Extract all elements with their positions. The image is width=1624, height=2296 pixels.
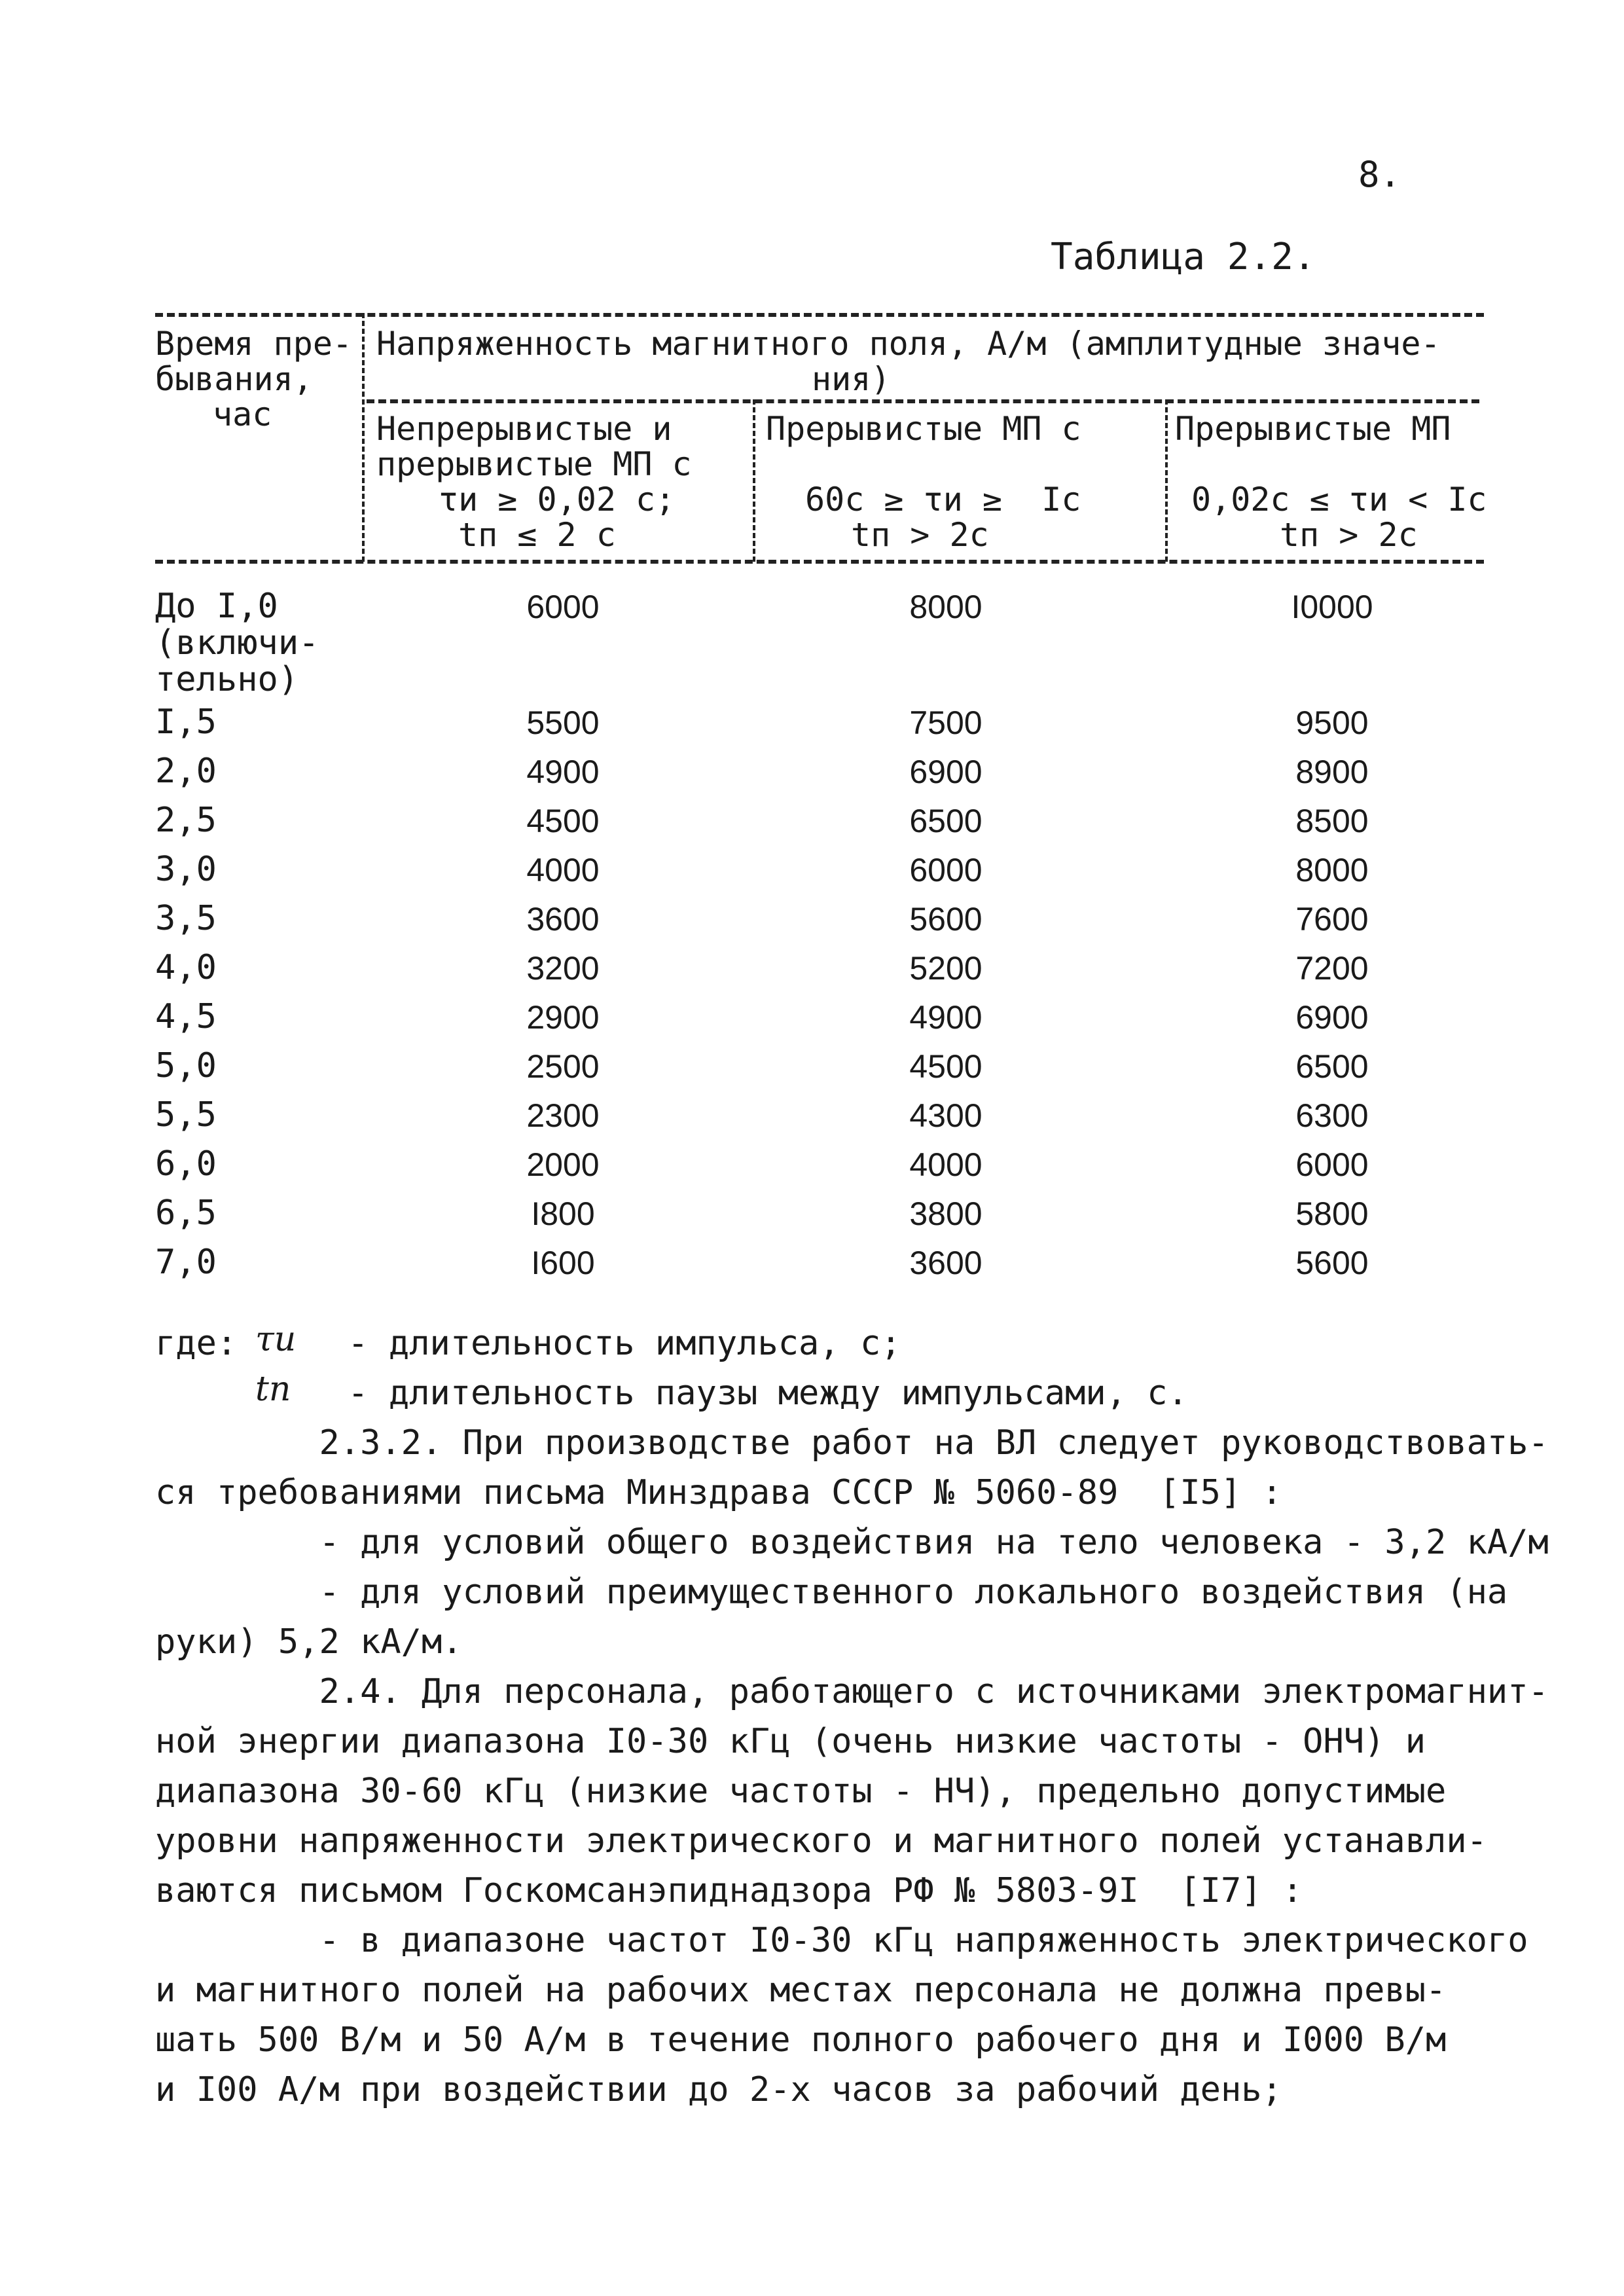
table-cell: 5200: [909, 950, 983, 987]
body-line: ной энергии диапазона I0-30 кГц (очень низкие частоты - ОНЧ) и: [155, 1722, 1426, 1761]
body-line: и I00 А/м при воздействии до 2-х часов за рабочий день;: [155, 2070, 1282, 2109]
table-cell: 2300: [526, 1097, 600, 1134]
notes-where: где:: [155, 1324, 238, 1363]
table-cell: 4500: [526, 803, 600, 839]
table-cell: 6000: [1295, 1146, 1369, 1183]
header-bottom-rule: [155, 560, 1484, 564]
row-time: 2,0: [155, 752, 217, 791]
header-group-line1: Напряженность магнитного поля, А/м (амплитудные значе-: [376, 325, 1441, 363]
header-col3-line1: Прерывистые МП: [1175, 410, 1451, 448]
header-col1-line1: Непрерывистые и: [376, 410, 672, 448]
page-number: 8.: [1358, 154, 1401, 195]
row-time: 5,0: [155, 1046, 217, 1085]
t-symbol: tп: [255, 1370, 291, 1409]
table-cell: 2500: [526, 1048, 600, 1085]
table-cell: 5800: [1295, 1195, 1369, 1232]
header-col2-line3: tп > 2с: [851, 516, 989, 554]
body-line: - в диапазоне частот I0-30 кГц напряженность электрического: [155, 1921, 1528, 1960]
header-time-line2: бывания,: [155, 360, 313, 398]
row-time: 2,5: [155, 801, 217, 840]
header-divider-3: [1165, 399, 1168, 562]
table-top-rule: [155, 313, 1484, 317]
body-line: 2.4. Для персонала, работающего с источниками электромагнит-: [155, 1672, 1549, 1711]
body-line: - для условий преимущественного локального воздействия (на: [155, 1573, 1508, 1612]
body-line: - для условий общего воздействия на тело человека - 3,2 кА/м: [155, 1523, 1549, 1562]
tau-definition: - длительность импульса, с;: [327, 1324, 901, 1363]
tau-symbol: τи: [255, 1320, 297, 1359]
table-cell: 4300: [909, 1097, 983, 1134]
header-time-line3: час: [213, 395, 272, 433]
row-time: 5,5: [155, 1095, 217, 1135]
body-line: 2.3.2. При производстве работ на ВЛ следует руководствовать-: [155, 1423, 1549, 1463]
table-cell: 6500: [1295, 1048, 1369, 1085]
table-cell: 4000: [909, 1146, 983, 1183]
table-cell: 3200: [526, 950, 600, 987]
table-cell: 7200: [1295, 950, 1369, 987]
header-group-rule: [367, 399, 1479, 403]
row-time: 7,0: [155, 1243, 217, 1282]
body-line: ся требованиями письма Минздрава СССР № 5060-89 [I5] :: [155, 1473, 1282, 1512]
table-cell: 9500: [1295, 704, 1369, 741]
table-cell: 8500: [1295, 803, 1369, 839]
table-cell: 2000: [526, 1146, 600, 1183]
row-time: 3,5: [155, 899, 217, 938]
table-cell: 2900: [526, 999, 600, 1036]
row-time: I,5: [155, 702, 217, 742]
row-time: 3,0: [155, 850, 217, 889]
table-cell: 6000: [909, 852, 983, 888]
row-time: 6,5: [155, 1194, 217, 1233]
body-line: шать 500 В/м и 50 А/м в течение полного рабочего дня и I000 В/м: [155, 2020, 1447, 2060]
table-cell: 4900: [526, 754, 600, 790]
header-col2-line1: Прерывистые МП с: [766, 410, 1081, 448]
header-divider-2: [753, 399, 755, 562]
table-cell: 7500: [909, 704, 983, 741]
table-cell: 6300: [1295, 1097, 1369, 1134]
body-line: уровни напряженности электрического и магнитного полей устанавли-: [155, 1821, 1487, 1861]
body-line: руки) 5,2 кА/м.: [155, 1622, 463, 1662]
body-line: диапазона 30-60 кГц (низкие частоты - НЧ), предельно допустимые: [155, 1772, 1447, 1811]
header-group-line2: ния): [812, 360, 891, 398]
header-col1-line4: tп ≤ 2 с: [458, 516, 616, 554]
body-line: и магнитного полей на рабочих местах персонала не должна превы-: [155, 1971, 1447, 2010]
table-cell: I800: [531, 1195, 595, 1232]
table-cell: 5600: [909, 901, 983, 938]
table-cell: 8000: [1295, 852, 1369, 888]
table-cell: 8000: [909, 589, 983, 625]
table-cell: 4500: [909, 1048, 983, 1085]
table-cell: 6500: [909, 803, 983, 839]
row-time: 4,5: [155, 997, 217, 1036]
header-col2-line2: 60с ≥ τи ≥ Iс: [805, 481, 1081, 519]
row-time: До I,0: [155, 587, 278, 626]
table-cell: 3600: [909, 1245, 983, 1281]
table-cell: 3800: [909, 1195, 983, 1232]
table-cell: 7600: [1295, 901, 1369, 938]
table-caption: Таблица 2.2.: [1051, 236, 1316, 278]
header-col1-line3: τи ≥ 0,02 с;: [439, 481, 676, 519]
body-line: ваются письмом Госкомсанэпиднадзора РФ № 5803-9I [I7] :: [155, 1871, 1303, 1910]
table-cell: I0000: [1291, 589, 1373, 625]
table-cell: 3600: [526, 901, 600, 938]
header-col3-line3: tп > 2с: [1280, 516, 1418, 554]
table-cell: 4900: [909, 999, 983, 1036]
header-col3-line2: 0,02с ≤ τи < Iс: [1191, 481, 1487, 519]
table-cell: 4000: [526, 852, 600, 888]
table-cell: I600: [531, 1245, 595, 1281]
row-time: 4,0: [155, 948, 217, 987]
row-time: тельно): [155, 660, 299, 699]
table-cell: 5500: [526, 704, 600, 741]
table-cell: 6900: [909, 754, 983, 790]
row-time: 6,0: [155, 1144, 217, 1184]
row-time: (включи-: [155, 623, 319, 663]
header-time-line1: Время пре-: [155, 325, 353, 363]
table-cell: 6000: [526, 589, 600, 625]
t-definition: - длительность паузы между импульсами, с.: [327, 1374, 1188, 1413]
header-col1-line2: прерывистые МП с: [376, 445, 692, 483]
header-divider-1: [362, 313, 365, 562]
table-cell: 5600: [1295, 1245, 1369, 1281]
table-cell: 6900: [1295, 999, 1369, 1036]
table-cell: 8900: [1295, 754, 1369, 790]
